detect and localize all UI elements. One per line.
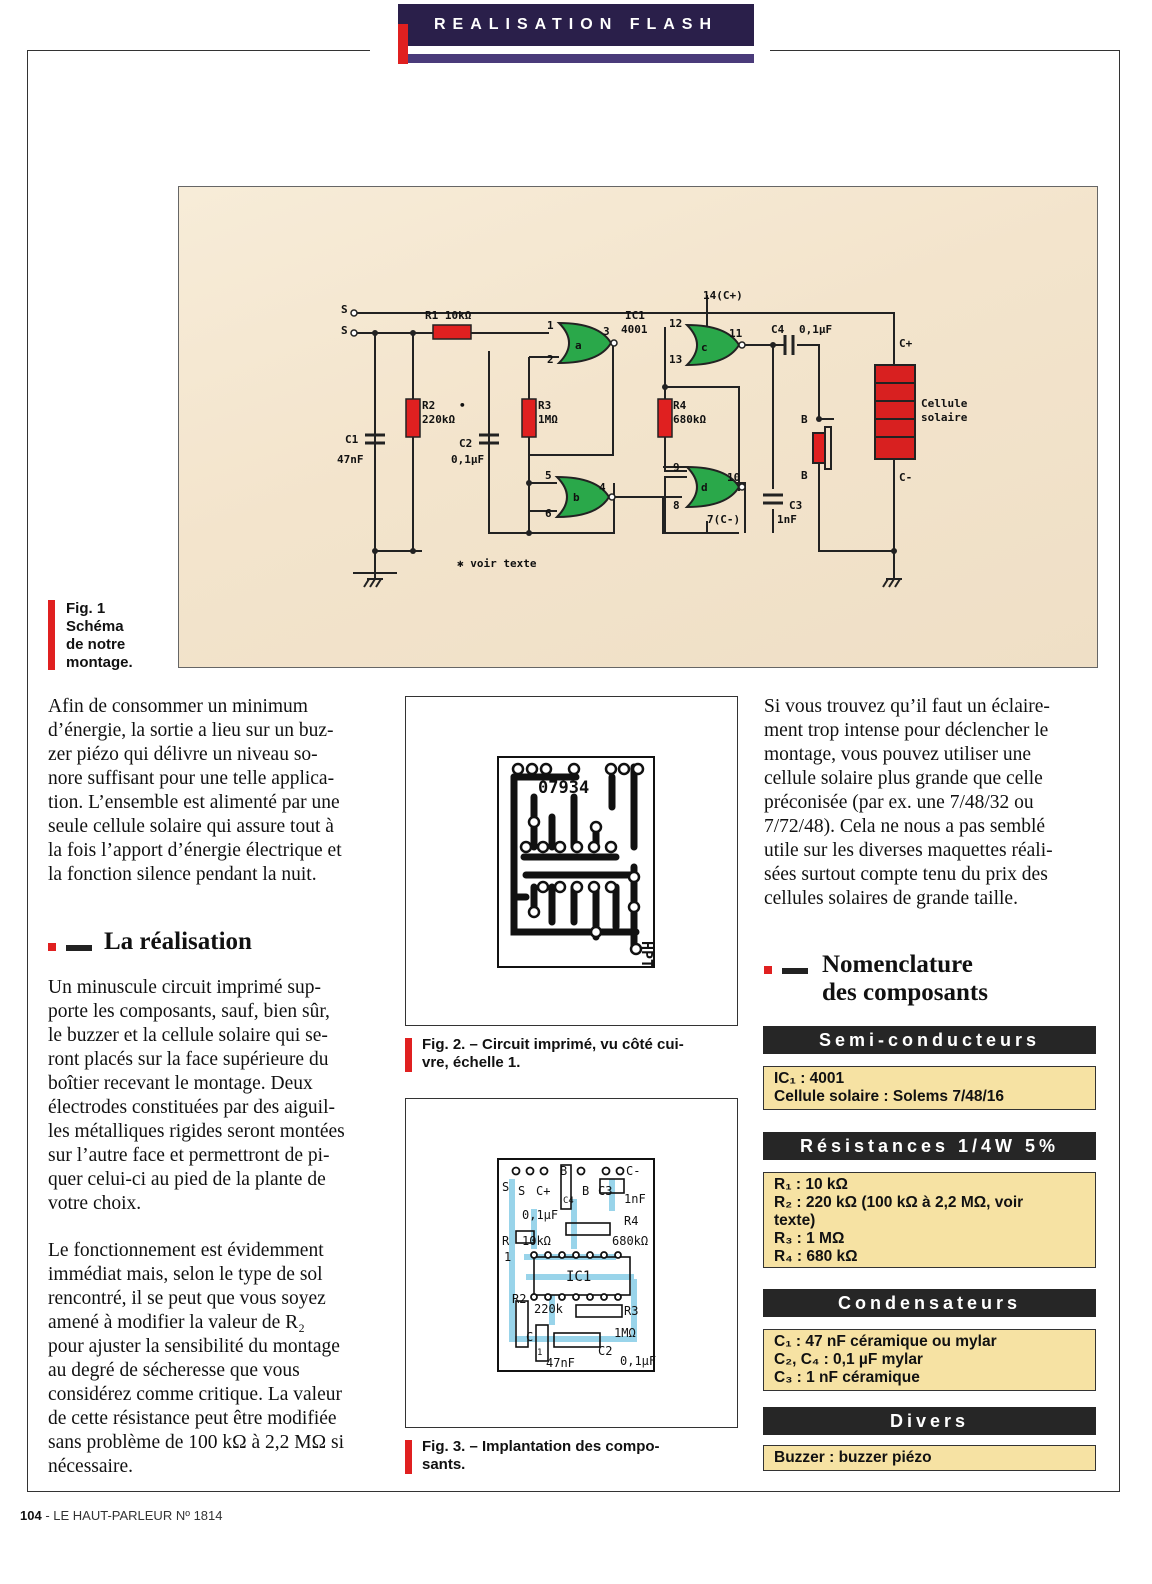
nom-semi-body bbox=[763, 1066, 1096, 1110]
text-line: d’énergie, la sortie a lieu sur un buz- bbox=[48, 720, 334, 741]
label-s-top: S bbox=[341, 303, 348, 316]
nom-item: C₁ : 47 nF céramique ou mylar bbox=[774, 1333, 997, 1350]
nor-gates bbox=[557, 323, 739, 517]
pcb-mark: HPT bbox=[638, 941, 656, 969]
figure-1-schematic bbox=[178, 186, 1098, 668]
fig3-caption-line2: sants. bbox=[422, 1456, 466, 1473]
text-line: utile sur les diverses maquettes réali- bbox=[764, 840, 1053, 861]
nom-div-head: Divers bbox=[763, 1407, 1096, 1435]
text-line: la fois l’apport d’énergie électrique et bbox=[48, 840, 342, 861]
label-c1a: C1 bbox=[345, 433, 359, 446]
nom-cond-body bbox=[763, 1329, 1096, 1391]
label-c1b: 47nF bbox=[337, 453, 364, 466]
pin-13: 13 bbox=[669, 353, 683, 366]
text-line: quer celui-ci au pied de la plante de bbox=[48, 1169, 326, 1190]
l3-c2v: 0,1µF bbox=[620, 1354, 657, 1368]
fig1-caption-line3: montage. bbox=[66, 654, 133, 671]
section-header: REALISATION FLASH bbox=[398, 4, 754, 46]
page-number: 104 bbox=[20, 1508, 42, 1523]
l3-b1: B bbox=[560, 1164, 568, 1178]
l3-c3: C3 bbox=[598, 1184, 613, 1198]
col1-para2 bbox=[48, 976, 388, 1216]
text-line: sées surtout compte tenu du prix des bbox=[764, 864, 1048, 885]
l3-c1n: 1 bbox=[537, 1348, 543, 1358]
text-line: ront placés sur la face supérieure du bbox=[48, 1049, 329, 1070]
nom-item: IC₁ : 4001 bbox=[774, 1070, 845, 1087]
label-gate-a: a bbox=[575, 339, 582, 352]
header-underline bbox=[408, 54, 754, 63]
l3-r3v: 1MΩ bbox=[614, 1326, 636, 1340]
text-line: votre choix. bbox=[48, 1193, 142, 1214]
pin-3: 3 bbox=[603, 325, 610, 338]
label-c3a: C3 bbox=[789, 499, 803, 512]
label-pin7: 7(C-) bbox=[707, 513, 741, 526]
label-cminus: C- bbox=[899, 471, 913, 484]
pin-12: 12 bbox=[669, 317, 683, 330]
label-c3b: 1nF bbox=[777, 513, 797, 526]
l3-r3: R3 bbox=[624, 1304, 639, 1318]
text-line: montage, vous pouvez utiliser une bbox=[764, 744, 1031, 765]
nom-bullet-dark bbox=[782, 968, 808, 974]
text-line: les métalliques rigides seront montées bbox=[48, 1121, 345, 1142]
resistor-r4 bbox=[658, 399, 672, 437]
nom-res-body bbox=[763, 1172, 1096, 1268]
nom-cond-head: Condensateurs bbox=[763, 1289, 1096, 1317]
nom-item: C₃ : 1 nF céramique bbox=[774, 1369, 920, 1386]
text-line: porte les composants, sauf, bien sûr, bbox=[48, 1001, 330, 1022]
label-r4b: 680kΩ bbox=[673, 413, 707, 426]
l3-c3v: 1nF bbox=[624, 1192, 646, 1206]
nom-item: Buzzer : buzzer piézo bbox=[774, 1449, 932, 1466]
text-line: Si vous trouvez qu’il faut un éclaire- bbox=[764, 696, 1050, 717]
l3-cminus: C- bbox=[626, 1164, 641, 1178]
l3-r1: R bbox=[502, 1234, 510, 1248]
text-line: ment trop intense pour déclencher le bbox=[764, 720, 1049, 741]
buzzer bbox=[813, 433, 825, 463]
label-ic1a: IC1 bbox=[625, 309, 645, 322]
l3-r1v: 10kΩ bbox=[522, 1234, 551, 1248]
l3-s1: S bbox=[502, 1180, 510, 1194]
heading-nomenclature-2: des composants bbox=[822, 979, 988, 1006]
label-gate-b: b bbox=[573, 491, 580, 504]
pin-10: 10 bbox=[727, 471, 741, 484]
nom-item: Cellule solaire : Solems 7/48/16 bbox=[774, 1088, 1005, 1105]
fig2-caption-line1: Fig. 2. – Circuit imprimé, vu côté cui- bbox=[422, 1036, 684, 1053]
l3-s2: S bbox=[518, 1184, 526, 1198]
pin-1: 1 bbox=[547, 319, 554, 332]
label-note: ✱ voir texte bbox=[457, 557, 537, 570]
nom-res-head: Résistances 1/4W 5% bbox=[763, 1132, 1096, 1160]
label-cell-2: solaire bbox=[921, 411, 968, 424]
text-line: tion. L’ensemble est alimenté par une bbox=[48, 792, 340, 813]
text-line: 7/72/48). Cela ne nous a pas semblé bbox=[764, 816, 1046, 837]
label-cell-1: Cellule bbox=[921, 397, 968, 410]
l3-c1: C bbox=[526, 1330, 534, 1344]
heading-bullet-dark bbox=[66, 945, 92, 951]
fig3-caption bbox=[422, 1438, 742, 1474]
fig3-caption-bar bbox=[405, 1440, 412, 1474]
l3-r1n: 1 bbox=[504, 1250, 512, 1264]
schematic-svg bbox=[179, 187, 1099, 669]
label-c4a: C4 bbox=[771, 323, 785, 336]
fig2-caption-bar bbox=[405, 1038, 412, 1072]
text-line: Afin de consommer un minimum bbox=[48, 696, 308, 717]
nom-item: texte) bbox=[774, 1212, 816, 1229]
label-b-bottom: B bbox=[801, 469, 808, 482]
fig1-caption-line1: Schéma bbox=[66, 618, 124, 635]
fig1-caption-num: Fig. 1 bbox=[66, 600, 106, 617]
text-line: électrodes constituées par des aiguil- bbox=[48, 1097, 335, 1118]
pin-2: 2 bbox=[547, 353, 554, 366]
text-line: pour ajuster la sensibilité du montage bbox=[48, 1336, 340, 1357]
l3-r4: R4 bbox=[624, 1214, 639, 1228]
label-c4b: 0,1µF bbox=[799, 323, 833, 336]
pin-5: 5 bbox=[545, 469, 552, 482]
label-cplus: C+ bbox=[899, 337, 913, 350]
fig1-caption-bar bbox=[48, 600, 55, 670]
resistor-r2 bbox=[406, 399, 420, 437]
text-line: de cette résistance peut être modifiée bbox=[48, 1408, 337, 1429]
nom-item: R₂ : 220 kΩ (100 kΩ à 2,2 MΩ, voir bbox=[774, 1194, 1024, 1211]
col1-para3 bbox=[48, 1239, 388, 1479]
label-b-top: B bbox=[801, 413, 808, 426]
l3-ic1: IC1 bbox=[566, 1269, 592, 1285]
pin-9: 9 bbox=[673, 461, 680, 474]
text-line: au degré de sécheresse que vous bbox=[48, 1360, 300, 1381]
figure-2-pcb bbox=[405, 696, 738, 1026]
text-line: la fonction silence pendant la nuit. bbox=[48, 864, 317, 885]
label-c2b: 0,1µF bbox=[451, 453, 485, 466]
figure-3-layout bbox=[405, 1098, 738, 1428]
frame-gap bbox=[370, 46, 770, 54]
text-line: préconisée (par ex. une 7/48/32 ou bbox=[764, 792, 1034, 813]
header-accent bbox=[398, 24, 408, 64]
text-line: considérez comme critique. La valeur bbox=[48, 1384, 342, 1405]
l3-c4v: 0,1µF bbox=[522, 1208, 559, 1222]
resistor-r1 bbox=[433, 325, 471, 339]
l3-r2v: 220k bbox=[534, 1302, 563, 1316]
fig1-caption bbox=[66, 600, 176, 672]
fig2-caption-line2: vre, échelle 1. bbox=[422, 1054, 521, 1071]
label-c2a: C2 bbox=[459, 437, 473, 450]
label-r3b: 1MΩ bbox=[538, 413, 558, 426]
col3-para1 bbox=[764, 695, 1104, 911]
label-ic1b: 4001 bbox=[621, 323, 648, 336]
text-line: zer piézo qui délivre un niveau so- bbox=[48, 744, 318, 765]
label-star: • bbox=[459, 399, 466, 412]
l3-r2: R2 bbox=[512, 1292, 527, 1306]
label-r2b: 220kΩ bbox=[422, 413, 456, 426]
pcb-svg bbox=[406, 697, 736, 1023]
heading-nomenclature-1: Nomenclature bbox=[822, 951, 973, 978]
text-line: seule cellule solaire qui assure tout à bbox=[48, 816, 334, 837]
nom-item: R₄ : 680 kΩ bbox=[774, 1248, 858, 1265]
l3-b2: B bbox=[582, 1184, 590, 1198]
heading-realisation: La réalisation bbox=[104, 928, 252, 955]
fig2-caption bbox=[422, 1036, 742, 1072]
pin-4: 4 bbox=[599, 481, 606, 494]
text-line: rencontré, il se peut que vous soyez bbox=[48, 1288, 326, 1309]
layout-svg bbox=[406, 1099, 736, 1425]
l3-c2: C2 bbox=[598, 1344, 613, 1358]
l3-c1v: 47nF bbox=[546, 1356, 575, 1370]
text-line: boîtier recevant le montage. Deux bbox=[48, 1073, 313, 1094]
nom-bullet-red bbox=[764, 966, 772, 974]
fig3-caption-line1: Fig. 3. – Implantation des compo- bbox=[422, 1438, 660, 1455]
nom-item: R₃ : 1 MΩ bbox=[774, 1230, 845, 1247]
heading-nomenclature bbox=[822, 951, 988, 1007]
label-r1: R1 10kΩ bbox=[425, 309, 472, 322]
text-line: le buzzer et la cellule solaire qui se- bbox=[48, 1025, 328, 1046]
nom-div-body bbox=[763, 1445, 1096, 1471]
nom-item: R₁ : 10 kΩ bbox=[774, 1176, 848, 1193]
journal-name: - LE HAUT-PARLEUR Nº 1814 bbox=[41, 1508, 223, 1523]
nom-item: C₂, C₄ : 0,1 µF mylar bbox=[774, 1351, 923, 1368]
text-line: Le fonctionnement est évidemment bbox=[48, 1240, 324, 1261]
pin-11: 11 bbox=[729, 327, 743, 340]
label-r3a: R3 bbox=[538, 399, 552, 412]
l3-r4v: 680kΩ bbox=[612, 1234, 649, 1248]
text-line: sur l’autre face et permettront de pi- bbox=[48, 1145, 330, 1166]
col1-para1 bbox=[48, 695, 388, 887]
text-line: immédiat mais, selon le type de sol bbox=[48, 1264, 323, 1285]
pcb-code: 07934 bbox=[538, 778, 590, 798]
label-pin14: 14(C+) bbox=[703, 289, 743, 302]
pin-8: 8 bbox=[673, 499, 680, 512]
text-line: cellule solaire plus grande que celle bbox=[764, 768, 1043, 789]
pin-6: 6 bbox=[545, 507, 552, 520]
text-line: cellules solaires de grande taille. bbox=[764, 888, 1018, 909]
page-footer bbox=[20, 1508, 223, 1523]
resistor-r3 bbox=[522, 399, 536, 437]
fig1-caption-line2: de notre bbox=[66, 636, 126, 653]
label-r2a: R2 bbox=[422, 399, 436, 412]
text-line: nécessaire. bbox=[48, 1456, 133, 1477]
text-line: nore suffisant pour une telle applica- bbox=[48, 768, 335, 789]
text-line: Un minuscule circuit imprimé sup- bbox=[48, 977, 321, 998]
text-line: sans problème de 100 kΩ à 2,2 MΩ si bbox=[48, 1432, 344, 1453]
text-line: amené à modifier la valeur de R₂ bbox=[48, 1312, 305, 1333]
solar-cell bbox=[875, 365, 915, 459]
label-s-bottom: S bbox=[341, 324, 348, 337]
heading-bullet-red bbox=[48, 943, 56, 951]
label-gate-c: c bbox=[701, 341, 708, 354]
l3-c4: C4 bbox=[563, 1196, 574, 1206]
nom-semi-head: Semi-conducteurs bbox=[763, 1026, 1096, 1054]
label-gate-d: d bbox=[701, 481, 708, 494]
label-r4a: R4 bbox=[673, 399, 687, 412]
l3-cplus: C+ bbox=[536, 1184, 551, 1198]
